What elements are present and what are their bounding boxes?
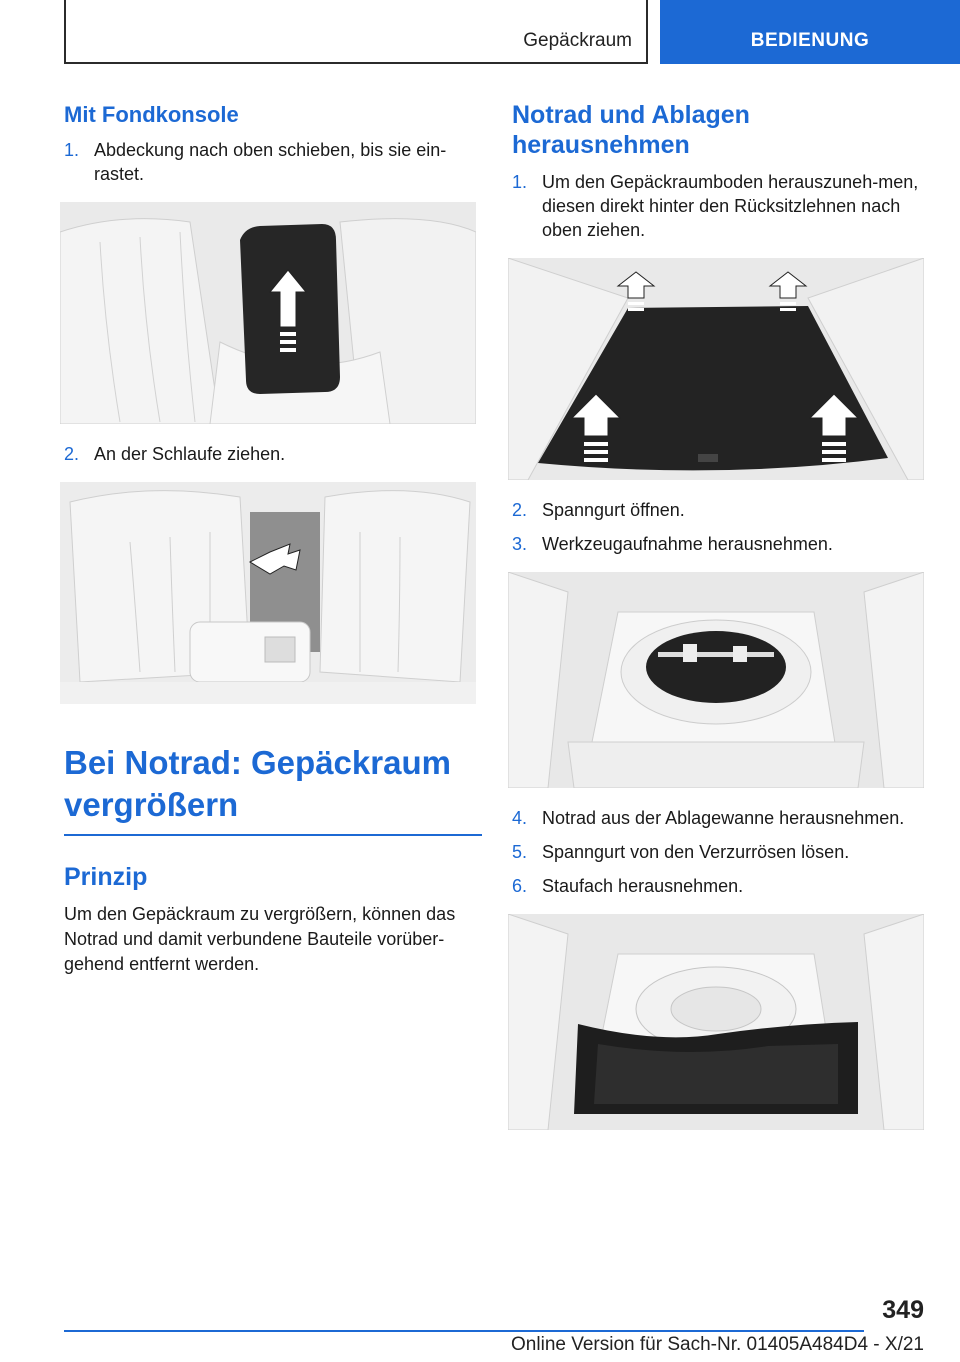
step-item (512, 532, 928, 556)
right-column (512, 100, 928, 1148)
step-text: Staufach herausnehmen. (542, 876, 744, 896)
header-section-title: Gepäckraum (523, 30, 632, 51)
step-item (64, 442, 482, 466)
notrad-heading: Notrad und Ablagen herausnehmen (512, 101, 750, 159)
page-number: 349 (882, 1296, 924, 1324)
step-text: Werkzeugaufnahme herausnehmen. (542, 534, 833, 554)
figure-trunk-floor (508, 258, 924, 480)
step-number: 1. (512, 172, 528, 192)
step-number: 2. (64, 444, 80, 464)
step-number: 5. (512, 842, 528, 862)
step-item (64, 138, 482, 186)
step-number: 3. (512, 534, 528, 554)
fondkonsole-heading: Mit Fondkonsole (64, 102, 239, 127)
header-chapter-tab (660, 0, 960, 64)
step-text: Spanngurt von den Verzurrösen lösen. (542, 842, 850, 862)
step-text: Um den Gepäckraumboden herauszuneh-men, diesen direkt hinter den Rücksitzlehnen nach oben ziehen. (542, 172, 919, 240)
step-number: 6. (512, 876, 528, 896)
header-section-box (64, 0, 648, 64)
step-item (512, 840, 928, 864)
step-number: 4. (512, 808, 528, 828)
step-item (512, 170, 928, 242)
step-number: 2. (512, 500, 528, 520)
step-text: Notrad aus der Ablagewanne herausnehmen. (542, 808, 905, 828)
figure-tool-holder (508, 572, 924, 788)
footer-version-text: Online Version für Sach-Nr. 01405A484D4 - X/21 (511, 1334, 924, 1355)
step-item (512, 806, 928, 830)
figure-rear-seat-cover (60, 202, 476, 424)
left-column (64, 100, 482, 977)
step-item (512, 498, 928, 522)
prinzip-text: Um den Gepäckraum zu vergrößern, können das Notrad und damit verbundene Bauteile vorüber-gehend entfernt werden. (64, 904, 456, 974)
step-text: An der Schlaufe ziehen. (94, 444, 286, 464)
footer-divider (64, 1330, 864, 1332)
step-number: 1. (64, 140, 80, 160)
prinzip-heading: Prinzip (64, 863, 148, 891)
step-text: Spanngurt öffnen. (542, 500, 685, 520)
step-text: Abdeckung nach oben schieben, bis sie ein-rastet. (94, 140, 447, 184)
header-chapter-label: BEDIENUNG (750, 30, 870, 51)
figure-rear-seat-loop (60, 482, 476, 704)
main-heading: Bei Notrad: Gepäckraum vergrößern (64, 742, 482, 836)
figure-storage-tray (508, 914, 924, 1130)
step-item (512, 874, 928, 898)
